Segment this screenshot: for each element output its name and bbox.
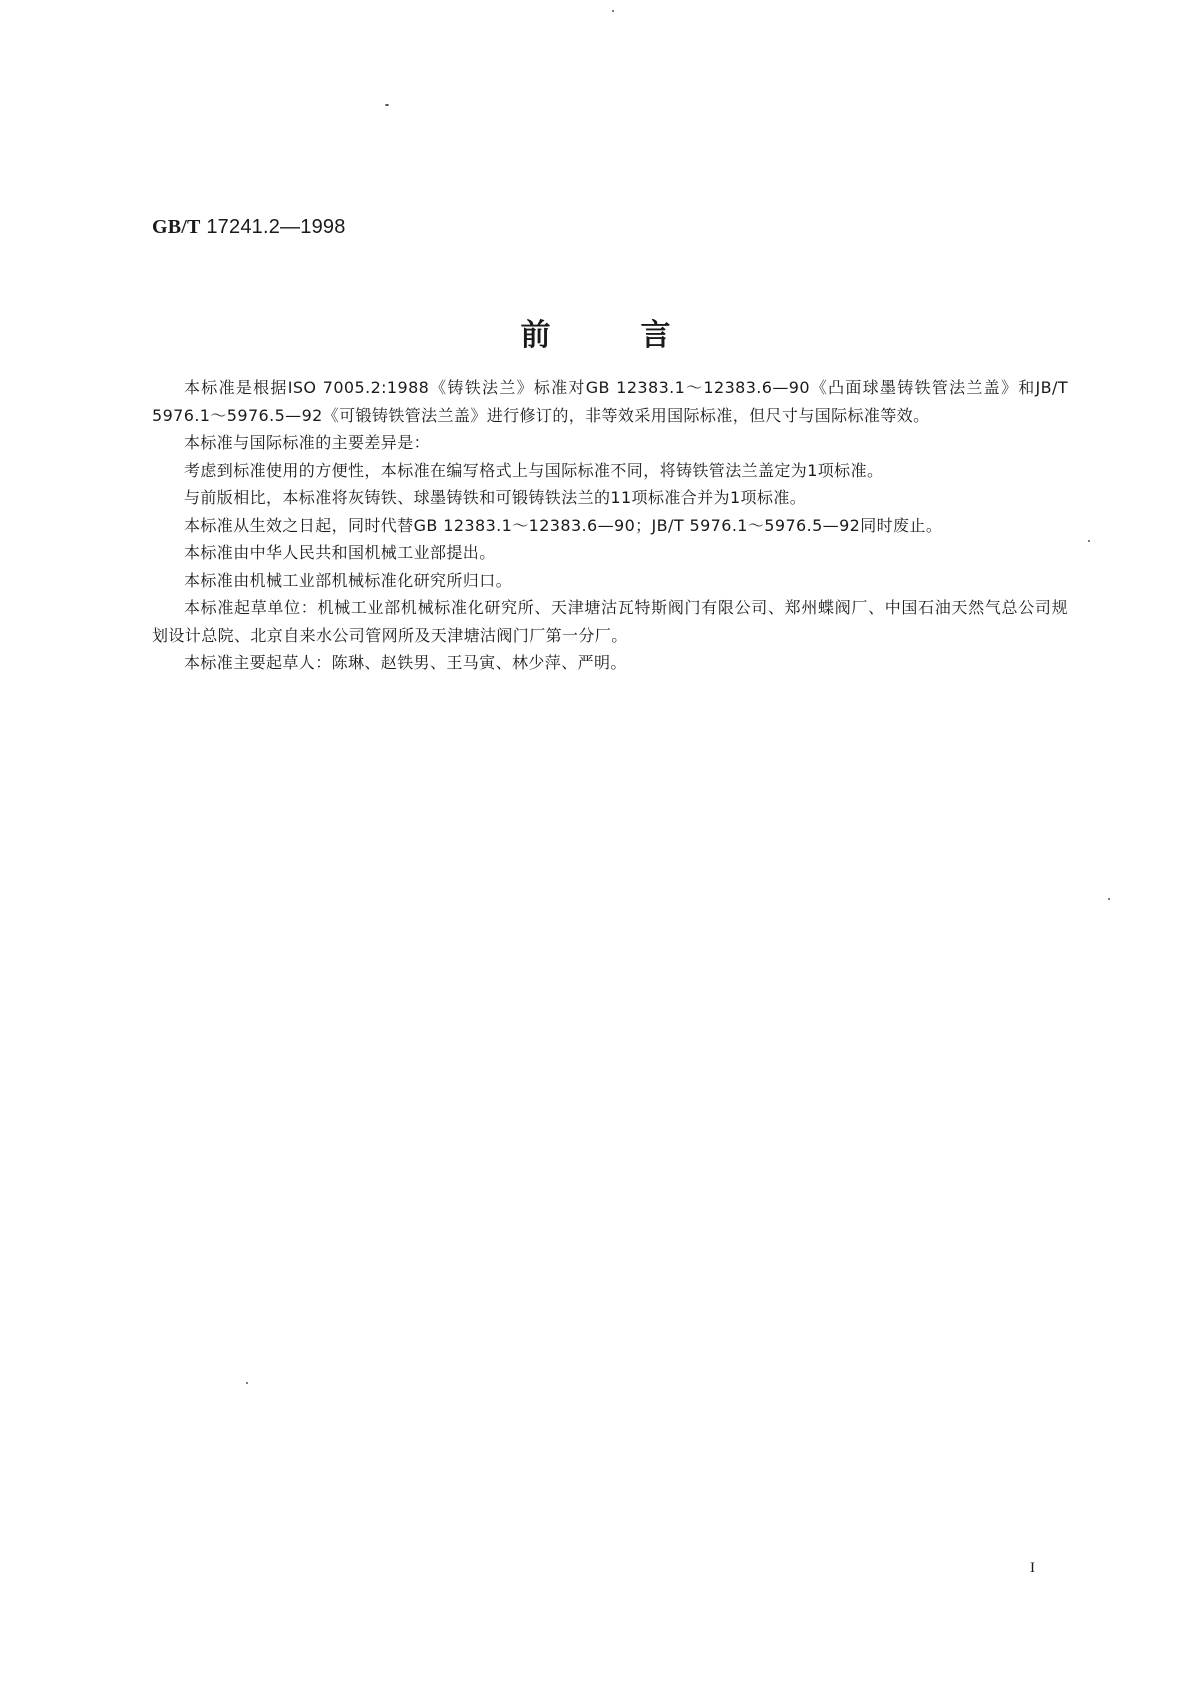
scan-speck [1108, 898, 1110, 900]
paragraph-supersedes: 本标准从生效之日起，同时代替GB 12383.1～12383.6—90；JB/T 5976.1～5976.5—92同时废止。 [184, 515, 943, 535]
page-number: I [1030, 1560, 1035, 1576]
document-code-prefix: GB/T [152, 216, 201, 238]
foreword-body [152, 374, 1068, 677]
scan-speck [1088, 540, 1090, 542]
paragraph-differences-intro: 本标准与国际标准的主要差异是： [184, 433, 431, 452]
page-title: 前言 [520, 318, 761, 353]
scan-speck [246, 1382, 248, 1384]
scan-speck [612, 10, 614, 12]
paragraph-drafters: 本标准主要起草人：陈琳、赵铁男、王马寅、林少萍、严明。 [184, 653, 627, 672]
paragraph-centralized-by: 本标准由机械工业部机械标准化研究所归口。 [184, 570, 513, 590]
paragraph-difference-merge: 与前版相比，本标准将灰铸铁、球墨铸铁和可锻铸铁法兰的11项标准合并为1项标准。 [184, 488, 807, 507]
document-code [152, 216, 346, 239]
scan-speck [385, 104, 389, 106]
document-code-number: 17241.2—1998 [206, 216, 346, 238]
paragraph-drafting-units: 本标准起草单位：机械工业部机械标准化研究所、天津塘沽瓦特斯阀门有限公司、郑州蝶阀厂、中国石油天然气总公司规划设计总院、北京自来水公司管网所及天津塘沽阀门厂第一分厂。 [152, 598, 1068, 645]
paragraph-proposed-by: 本标准由中华人民共和国机械工业部提出。 [184, 543, 496, 562]
paragraph-difference-format: 考虑到标准使用的方便性，本标准在编写格式上与国际标准不同，将铸铁管法兰盖定为1项标准。 [184, 460, 884, 480]
paragraph-basis: 本标准是根据ISO 7005.2:1988《铸铁法兰》标准对GB 12383.1～12383.6—90《凸面球墨铸铁管法兰盖》和JB/T 5976.1～5976.5—92《可锻铸铁管法兰盖》进行修订的，非等效采用国际标准，但尺寸与国际标准等效。 [152, 378, 1068, 425]
